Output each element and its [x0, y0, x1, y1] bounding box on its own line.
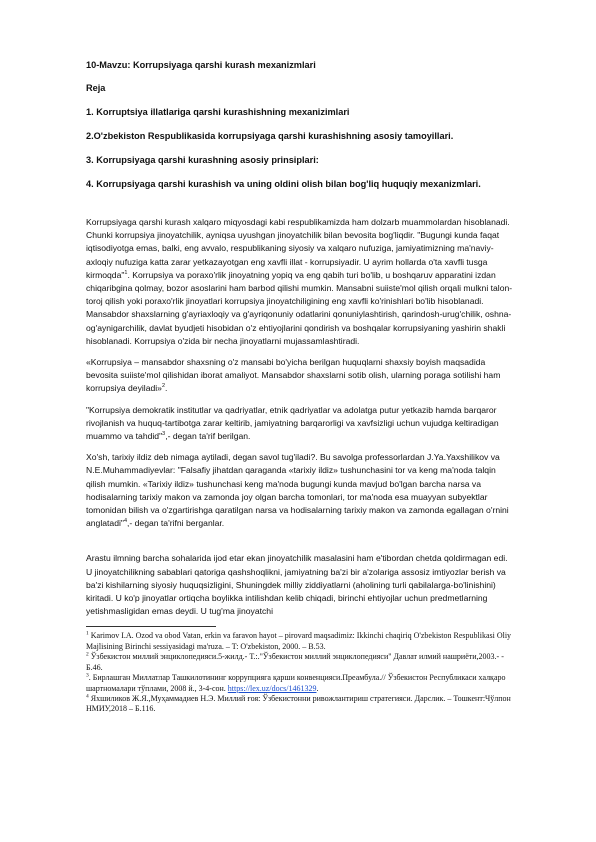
plan-item: 4. Korrupsiyaga qarshi kurashish va uning oldini olish bilan bog'liq huquqiy mexanizmlari. [86, 179, 481, 189]
footnote: $^3$. Бирлашган Миллатлар Ташкилотининг коррупцияга қарши конвенцияси.Преамбула.// Ўзбекистон Республикаси халқаро шартномалари тўплами, 2008 й., 3-4-сон. https://lex.uz/docs/1461329. [86, 672, 506, 693]
footnote-ref[interactable]: 1 [124, 269, 128, 276]
footnote-ref[interactable]: 3 [162, 431, 166, 438]
footnote: $^2$ Ўзбекистон миллий энциклопедияси.5-жилд.- Т.:."Ўзбекистон миллий энциклопедияси" Давлат илмий нашриёти,2003.- - Б.46. [86, 651, 504, 672]
body-paragraph: Xo'sh, tarixiy ildiz deb nimaga aytiladi, degan savol tug'iladi?. Bu savolga professorlardan J.Ya.Yaxshilikov va N.E.Muhammadiyevlar: "Falsafiy jihatdan qaraganda «tarixiy ildiz» tushunchasini tor va keng ma'noda talqin qilish mumkin. «Tarixiy ildiz» tushunchasi keng ma'noda bugungi kunda mavjud bo'lgan barcha narsa va hodisalarning tarixiy makon va zamonda joy olgan barcha tomonlari, tor ma'noda esa muayyan subyektlar tomonidan bilish va o'zgartirishga qaratilgan narsa va hodisalarning tarixiy makon va zamonda egallagan o'rnini anglatadi"$^4$,- degan ta'rifni berganlar. [86, 452, 509, 529]
footnote: $^1$ Karimov I.A. Ozod va obod Vatan, erkin va faravon hayot – pirovard maqsadimiz: Ikkinchi chaqiriq O'zbekiston Respublikasi Oliy Majlisining Birinchi sessiyasidagi ma'ruza. – T: O'zbekiston, 2000. – B.53. [86, 630, 512, 651]
document-page [86, 59, 516, 715]
footnote: $^4$ Яхшиликов Ж.Я.,Муҳаммадиев Н.Э. Миллий ғоя: Ўзбекистонни ривожлантириш стратегияси. Дарслик. – Тошкент:Чўлпон НМИУ,2018 – Б.116. [86, 693, 511, 714]
body-paragraph: Korrupsiyaga qarshi kurash xalqaro miqyosdagi kabi respublikamizda ham dolzarb muammolardan hisoblanadi. Chunki korrupsiya jinoyatchilik, ayniqsa uyushgan jinoyatchilik bilan bevosita bog'liqdir. "Bugungi kunda faqat iqtisodiyotga emas, balki, eng avvalo, respublikaning siyosiy va xalqaro nufuziga, jamiyatimizning ma'naviy-axloqiy nufuziga katta zarar yetkazayotgan eng xavfli illat - korrupsiyadir. U ayrim hollarda o'ta xavfli tusga kirmoqda"$^1$. Korrupsiya va poraxo'rlik jinoyatning yopiq va eng qabih turi bo'lib, u boshqaruv apparatini izdan chiqaribgina qolmay, bozor asoslarini ham barbod qilishi mumkin. Mansabni suiiste'mol qilish orqali mulkni talon-toroj qilish yoki poraxo'rlik jinoyatlari korrupsiya jinoyatchiligining eng xavfli ko'rinishlari bo'lib hisoblanadi. Mansabdor shaxslarning g'ayriaxloqiy va g'ayriqonuniy odatlarini qonuniylashtirish, qarindosh-urug'chilik, oshna-og'aynigarchilik, davlat byudjeti hisobidan o'z ehtiyojlarini qondirish va boshqalar korrupsiyaning yashirin shakli hisoblanadi. Korrupsiya o'zida bir necha jinoyatlarni mujassamlashtiradi. [86, 217, 513, 346]
footnote-ref[interactable]: 2 [161, 383, 166, 390]
plan-item: 3. Korrupsiyaga qarshi kurashning asosiy prinsiplari: [86, 155, 319, 165]
plan-label: Reja [86, 83, 106, 93]
footnote-divider [86, 626, 216, 627]
footnote-link[interactable]: https://lex.uz/docs/1461329 [227, 683, 317, 693]
body-paragraph: Arastu ilmning barcha sohalarida ijod etar ekan jinoyatchilik masalasini ham e'tibordan chetda qoldirmagan edi. U jinoyatchilikning sabablari qatoriga qashshoqlikni, jamiyatning ba'zi bir a'zolariga assosiz imtiyozlar berish va ba'zi kishilarning siyosiy huquqsizligini, Shuningdek milliy ziddiyatlarni (aholining turli qabilalarga-bo'linishini) kiritadi. U ko'p jinoyatlar ortiqcha boylikka intilishdan kelib chiqadi, birinchi ehtiyojlar uchun predmetlarning yetishmasligidan emas deydi. U tug'ma jinoyatchi [86, 553, 508, 617]
page-title: 10-Mavzu: Korrupsiyaga qarshi kurash mexanizmlari [86, 60, 316, 70]
plan-item: 1. Korruptsiya illatlariga qarshi kurashishning mexanizimlari [86, 107, 350, 117]
footnote-ref[interactable]: 4 [123, 518, 127, 525]
body-paragraph: "Korrupsiya demokratik institutlar va qadriyatlar, etnik qadriyatlar va adolatga putur yetkazib hamda barqaror rivojlanish va huquq-tartibotga zarar keltirib, jamiyatning barqarorligi va xavfsizligi uchun vujudga keltiradigan muammo va tahdid"$^3$,- degan ta'rif berilgan. [86, 404, 499, 442]
body-paragraph: «Korrupsiya – mansabdor shaxsning o'z mansabi bo'yicha berilgan huquqlarni shaxsiy boyish maqsadida bevosita suiiste'mol qilishidan iborat amaliyot. Mansabdor shaxslarni sotib olish, ularning poraga sotilishi ham korrupsiya deyiladi»$^2$. [86, 357, 501, 394]
plan-item: 2.O'zbekiston Respublikasida korrupsiyaga qarshi kurashishning asosiy tamoyillari. [86, 131, 454, 141]
